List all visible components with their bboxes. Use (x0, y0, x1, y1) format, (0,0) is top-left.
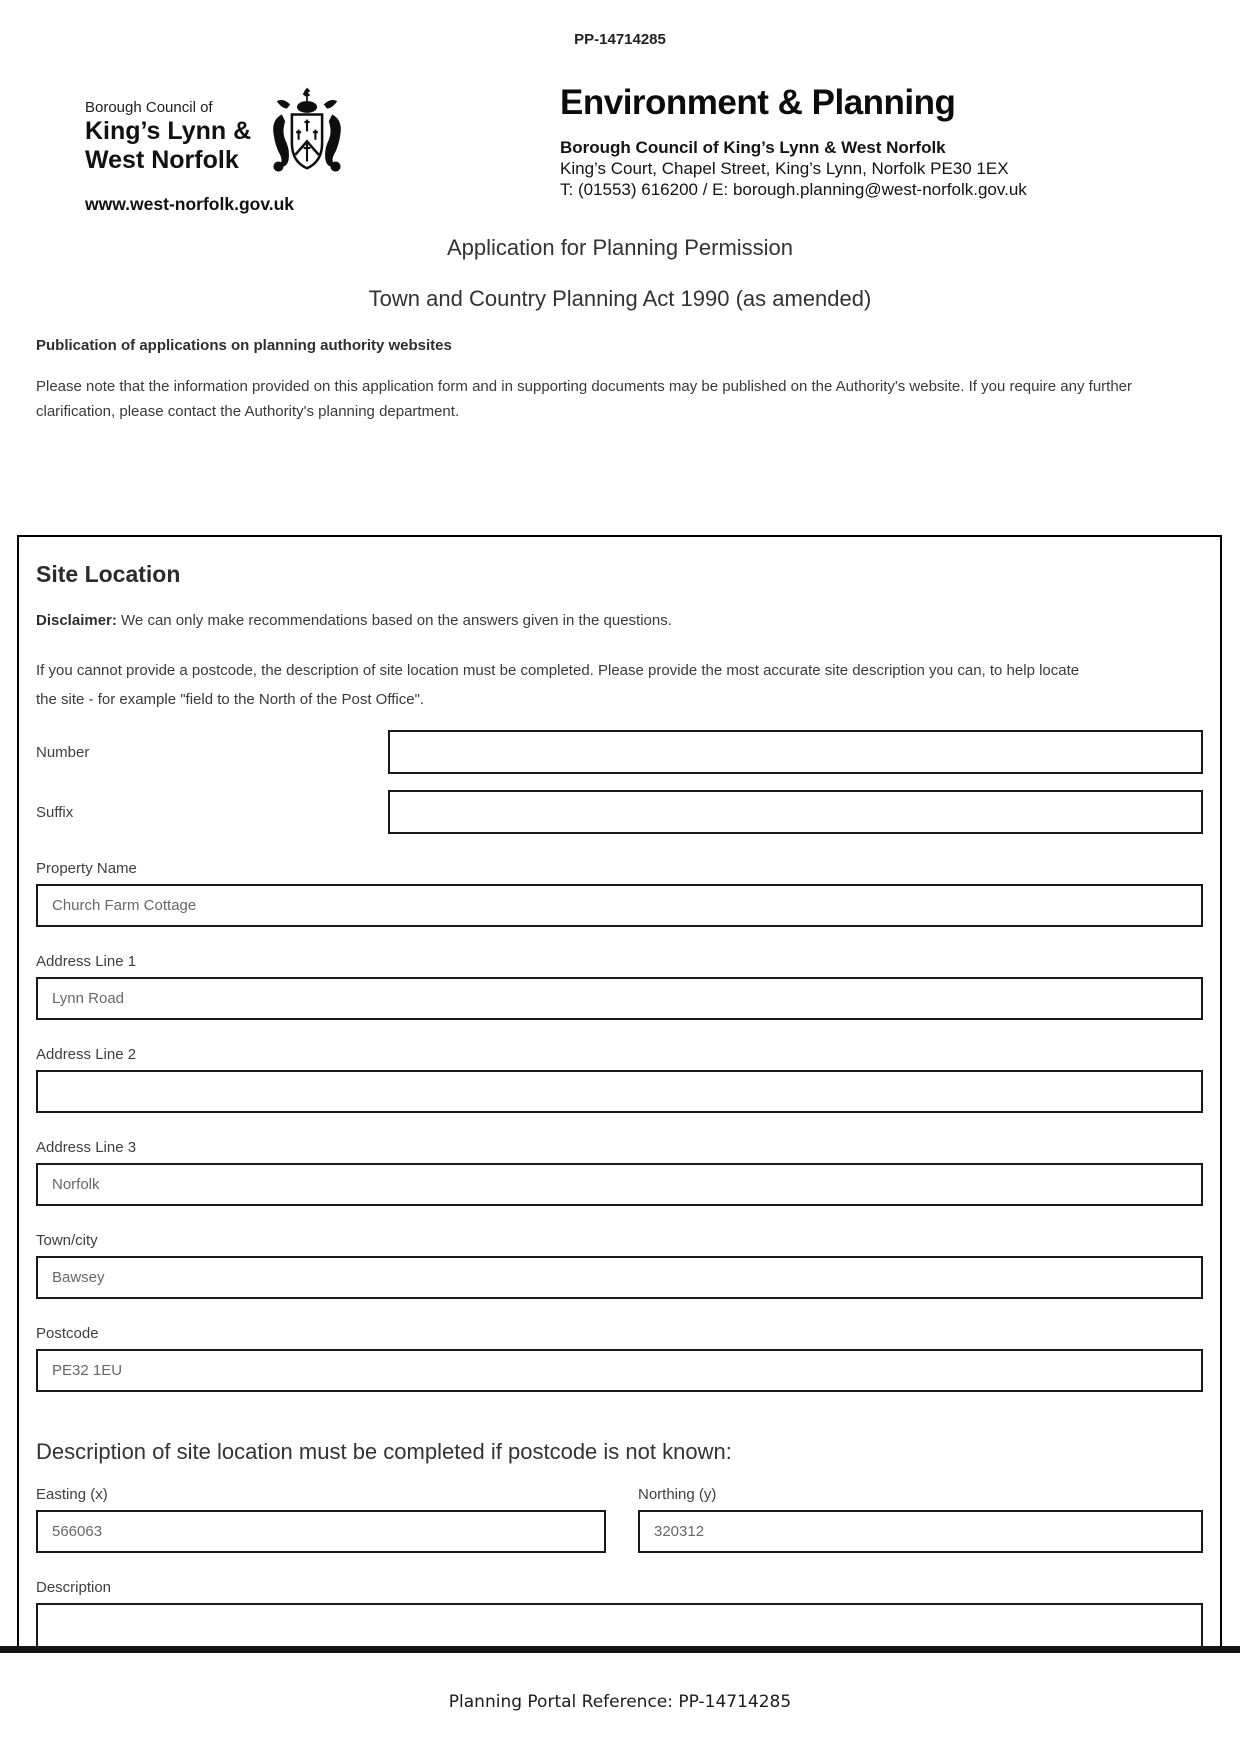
council-website: www.west-norfolk.gov.uk (85, 194, 295, 214)
town-city-input[interactable] (36, 1256, 1203, 1299)
number-input[interactable] (388, 730, 1203, 774)
council-logo-line2: King’s Lynn & (85, 117, 252, 145)
easting-label: Easting (x) (36, 1486, 108, 1503)
northing-label: Northing (y) (638, 1486, 717, 1503)
disclaimer-label: Disclaimer: (36, 612, 117, 629)
field-description (36, 1579, 1203, 1648)
field-northing (638, 1486, 1203, 1553)
application-reference: PP-14714285 (574, 31, 666, 48)
field-row-number (36, 730, 1203, 774)
address-line-1-input[interactable] (36, 977, 1203, 1020)
address-line-2-input[interactable] (36, 1070, 1203, 1113)
publication-heading: Publication of applications on planning authority websites (36, 337, 452, 354)
department-address: King’s Court, Chapel Street, King’s Lynn, Norfolk PE30 1EX (560, 159, 1009, 178)
planning-portal-reference: Planning Portal Reference: PP-14714285 (448, 1692, 792, 1712)
coat-of-arms-icon (265, 86, 349, 185)
town-city-label: Town/city (36, 1232, 98, 1249)
number-label: Number (36, 743, 90, 761)
address-line-3-input[interactable] (36, 1163, 1203, 1206)
address-line-3-label: Address Line 3 (36, 1139, 137, 1156)
disclaimer-text (36, 611, 1203, 631)
field-address-line-1 (36, 953, 1203, 1020)
address-line-1-label: Address Line 1 (36, 953, 137, 970)
publication-note: Please note that the information provided on this application form and in supporting documents may be published on the Authority's website. If you require any further clarification, please contact the Authority's planning department. (36, 378, 1133, 420)
council-logo-text (85, 98, 251, 175)
field-easting (36, 1486, 606, 1553)
section-intro: If you cannot provide a postcode, the description of site location must be completed. Please provide the most accurate site description you can, to help locate the site - for example "field to the North of the Post Office". (36, 662, 1080, 708)
postcode-input[interactable] (36, 1349, 1203, 1392)
description-label: Description (36, 1579, 112, 1596)
easting-input[interactable] (36, 1510, 606, 1553)
suffix-label: Suffix (36, 803, 74, 821)
field-address-line-2 (36, 1046, 1203, 1113)
department-title: Environment & Planning (560, 83, 956, 122)
section-title: Site Location (36, 561, 181, 587)
department-org: Borough Council of King’s Lynn & West Norfolk (560, 138, 946, 157)
description-textarea[interactable] (36, 1603, 1203, 1648)
site-location-section (17, 535, 1222, 1648)
field-town-city (36, 1232, 1203, 1299)
northing-input[interactable] (638, 1510, 1203, 1553)
department-header (560, 84, 1027, 200)
suffix-input[interactable] (388, 790, 1203, 834)
council-logo-line3: West Norfolk (85, 146, 239, 174)
field-property-name (36, 860, 1203, 927)
coordinates-row (36, 1486, 1203, 1553)
description-requirement-heading: Description of site location must be completed if postcode is not known: (36, 1439, 732, 1464)
field-address-line-3 (36, 1139, 1203, 1206)
document-subtitle: Town and Country Planning Act 1990 (as amended) (368, 286, 872, 311)
disclaimer-body: We can only make recommendations based on the answers given in the questions. (116, 612, 672, 629)
document-title: Application for Planning Permission (446, 235, 794, 260)
property-name-input[interactable] (36, 884, 1203, 927)
field-row-suffix (36, 790, 1203, 834)
field-postcode (36, 1325, 1203, 1392)
council-logo-block (85, 98, 349, 215)
page-break-divider (0, 1646, 1240, 1653)
postcode-label: Postcode (36, 1325, 99, 1342)
council-logo-line1: Borough Council of (85, 99, 213, 116)
address-line-2-label: Address Line 2 (36, 1046, 137, 1063)
property-name-label: Property Name (36, 860, 137, 877)
department-contact: T: (01553) 616200 / E: borough.planning@west-norfolk.gov.uk (560, 180, 1027, 199)
